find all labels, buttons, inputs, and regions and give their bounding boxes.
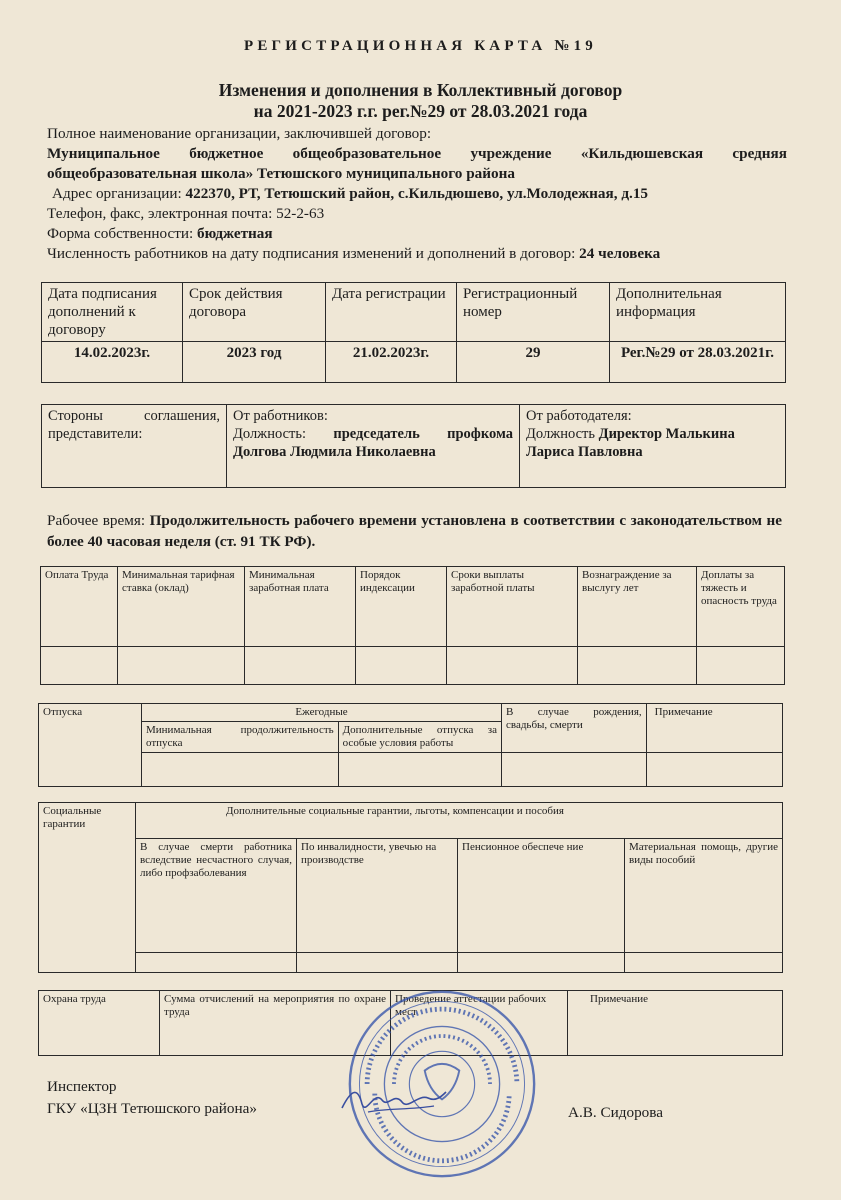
parties-employer: [520, 405, 786, 488]
parties-label: Стороны соглашения, представители:: [42, 405, 227, 488]
vacation-cell: [646, 753, 782, 787]
signer-name: А.В. Сидорова: [568, 1104, 663, 1121]
social-col-material-aid: Материальная помощь, другие виды пособий: [625, 839, 783, 953]
vacation-min-duration: Минимальная продолжительность отпуска: [142, 722, 339, 753]
org-name-line-2: общеобразовательная школа» Тетюшского муниципального района: [47, 165, 515, 182]
employer-value: Директор Малькина Лариса Павловна: [526, 426, 735, 460]
vacation-table: [38, 703, 783, 787]
parties-table: [41, 404, 786, 488]
social-cell: [625, 953, 783, 973]
worktime-value: Продолжительность рабочего времени установлена в соответствии с законодательством не более 40 часовая неделя (ст. 91 ТК РФ).: [47, 512, 783, 550]
card-title: РЕГИСТРАЦИОННАЯ КАРТА №19: [243, 38, 597, 54]
worktime-label: Рабочее время:: [47, 512, 146, 529]
address-value: 422370, РТ, Тетюшский район, с.Кильдюшево, ул.Молодежная, д.15: [185, 185, 649, 202]
reg-header-additional-info: Дополнительная информация: [610, 283, 786, 342]
social-cell: [136, 953, 297, 973]
org-ownership: [47, 224, 787, 244]
pay-cell: [578, 647, 697, 685]
org-address: [52, 184, 792, 204]
signature-icon: [338, 1078, 448, 1122]
subtitle-line-2: на 2021-2023 г.г. рег.№29 от 28.03.2021 года: [253, 101, 588, 121]
safety-col-note: Примечание: [568, 991, 783, 1056]
worktime-block: [47, 510, 782, 552]
employer-position-label: Должность: [526, 426, 595, 442]
employer-block: [526, 425, 779, 461]
vacation-cell: [142, 753, 339, 787]
pay-header-seniority: Вознаграждение за выслугу лет: [578, 567, 697, 647]
employees-value: 24 человека: [579, 245, 661, 262]
pay-table: [40, 566, 785, 685]
reg-header-term: Срок действия договора: [183, 283, 326, 342]
pay-header-payment-terms: Сроки выплаты заработной платы: [447, 567, 578, 647]
social-col-pension: Пенсионное обеспече ние: [458, 839, 625, 953]
social-cell: [458, 953, 625, 973]
social-col-disability: По инвалидности, увечью на производстве: [297, 839, 458, 953]
pay-cell: [41, 647, 118, 685]
parties-workers: [227, 405, 520, 488]
address-label: Адрес организации:: [52, 185, 182, 202]
safety-col-contributions: Сумма отчислений на мероприятия по охране труда: [160, 991, 391, 1056]
workers-value: председатель профкома Долгова Людмила Николаевна: [233, 426, 514, 460]
pay-cell: [356, 647, 447, 685]
vacation-note: Примечание: [646, 704, 782, 753]
social-table: [38, 802, 783, 973]
ownership-value: бюджетная: [197, 225, 273, 242]
pay-header-min-wage: Минимальная заработная плата: [245, 567, 356, 647]
employer-title: От работодателя:: [526, 408, 632, 424]
pay-cell: [245, 647, 356, 685]
workers-position-label: Должность:: [233, 426, 306, 442]
org-name-line-1: Муниципальное бюджетное общеобразовательное учреждение «Кильдюшевская средняя: [47, 145, 787, 162]
vacation-events: В случае рождения, свадьбы, смерти: [502, 704, 647, 753]
safety-col-certification: Проведение аттестации рабочих мест: [391, 991, 568, 1056]
social-header: Дополнительные социальные гарантии, льготы, компенсации и пособия: [136, 803, 783, 839]
reg-value-additional-info: Рег.№29 от 28.03.2021г.: [610, 342, 786, 383]
subtitle-line-1: Изменения и дополнения в Коллективный договор: [218, 80, 623, 100]
employees-label: Численность работников на дату подписания изменений и дополнений в договор:: [47, 245, 576, 262]
social-label: Социальные гарантии: [39, 803, 136, 973]
vacation-cell: [338, 753, 501, 787]
pay-header-hazard: Доплаты за тяжесть и опасность труда: [697, 567, 785, 647]
org-phone: Телефон, факс, электронная почта: 52-2-63: [47, 205, 325, 222]
vacation-additional: Дополнительные отпуска за особые условия работы: [338, 722, 501, 753]
reg-header-signing-date: Дата подписания дополнений к договору: [42, 283, 183, 342]
workers-block: [233, 425, 513, 461]
pay-cell: [118, 647, 245, 685]
vacation-annual: Ежегодные: [142, 704, 502, 722]
inspector-line-2: ГКУ «ЦЗН Тетюшского района»: [47, 1100, 257, 1117]
pay-header-indexation: Порядок индексации: [356, 567, 447, 647]
pay-cell: [697, 647, 785, 685]
vacation-label: Отпуска: [39, 704, 142, 787]
pay-header-min-rate: Минимальная тарифная ставка (оклад): [118, 567, 245, 647]
social-col-death: В случае смерти работника вследствие несчастного случая, либо профзаболевания: [136, 839, 297, 953]
org-employees: [47, 244, 807, 264]
pay-header-label: Оплата Труда: [41, 567, 118, 647]
registration-table: [41, 282, 786, 383]
reg-header-reg-number: Регистрационный номер: [457, 283, 610, 342]
workers-title: От работников:: [233, 408, 328, 424]
vacation-cell: [502, 753, 647, 787]
safety-label: Охрана труда: [39, 991, 160, 1056]
social-cell: [297, 953, 458, 973]
reg-value-reg-date: 21.02.2023г.: [326, 342, 457, 383]
reg-header-reg-date: Дата регистрации: [326, 283, 457, 342]
org-name-label: Полное наименование организации, заключившей договор:: [47, 125, 432, 142]
reg-value-reg-number: 29: [457, 342, 610, 383]
inspector-line-1: Инспектор: [47, 1078, 117, 1095]
ownership-label: Форма собственности:: [47, 225, 194, 242]
reg-value-signing-date: 14.02.2023г.: [42, 342, 183, 383]
reg-value-term: 2023 год: [183, 342, 326, 383]
pay-cell: [447, 647, 578, 685]
